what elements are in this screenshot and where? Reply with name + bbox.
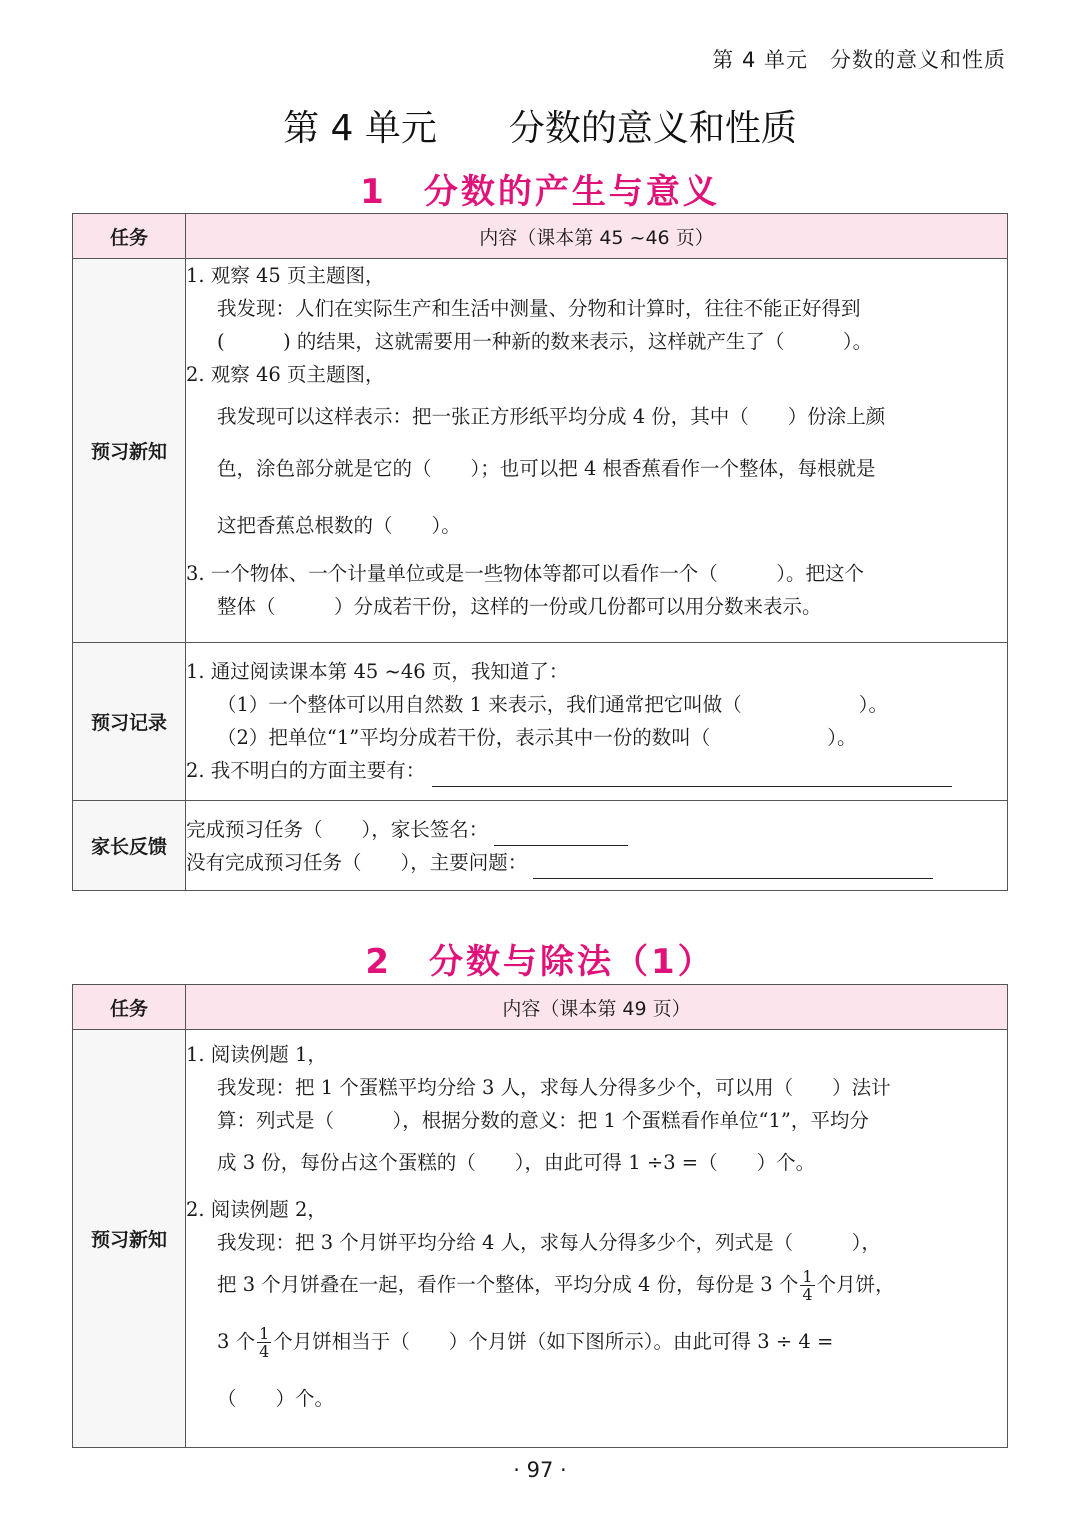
text-fragment: 个月饼， — [816, 1273, 895, 1296]
unit-title: 第 4 单元 分数的意义和性质 — [283, 108, 797, 149]
text-line: 1. 阅读例题 1， — [186, 1043, 327, 1066]
text-line — [186, 813, 1007, 846]
text-line: （ ）个。 — [217, 1387, 335, 1410]
text-fragment: 完成预习任务（ ），家长签名： — [186, 818, 489, 841]
table-header-row — [73, 985, 1008, 1030]
section-1-table — [72, 213, 1008, 891]
fraction-one-quarter — [257, 1325, 271, 1360]
header-task: 任务 — [73, 985, 186, 1030]
text-line: 我发现：人们在实际生产和生活中测量、分物和计算时，往往不能正好得到 — [217, 297, 861, 320]
text-line: 算：列式是（ ），根据分数的意义：把 1 个蛋糕看作单位“1”，平均分 — [217, 1109, 869, 1132]
parent-content — [186, 801, 1008, 891]
problem-blank[interactable] — [533, 856, 933, 879]
text-line: 3. 一个物体、一个计量单位或是一些物体等都可以看作一个（ ）。把这个 — [186, 562, 865, 585]
header-content: 内容（课本第 45 ~46 页） — [186, 214, 1008, 259]
running-header: 第 4 单元 分数的意义和性质 — [712, 48, 1006, 72]
fraction-one-quarter — [800, 1268, 814, 1303]
header-task: 任务 — [73, 214, 186, 259]
table-row — [73, 643, 1008, 801]
text-fragment: 没有完成预习任务（ ），主要问题： — [186, 851, 528, 874]
fraction-denominator: 4 — [802, 1285, 813, 1304]
fraction-numerator: 1 — [259, 1324, 270, 1343]
section-2-title: 2 分数与除法（1） — [365, 942, 715, 982]
header-content: 内容（课本第 49 页） — [186, 985, 1008, 1030]
text-line: 我发现：把 1 个蛋糕平均分给 3 人，求每人分得多少个，可以用（ ）法计 — [217, 1076, 891, 1099]
text-fragment: 2. 我不明白的方面主要有： — [186, 759, 426, 782]
text-line: 这把香蕉总根数的（ ）。 — [217, 514, 461, 537]
task-label-record: 预习记录 — [73, 643, 186, 801]
text-line: 2. 阅读例题 2， — [186, 1198, 327, 1221]
preview-content — [186, 259, 1008, 643]
text-fragment: 3 个 — [217, 1330, 256, 1353]
task-label-parent: 家长反馈 — [73, 801, 186, 891]
answer-blank[interactable] — [432, 764, 952, 787]
text-line: 1. 观察 45 页主题图， — [186, 264, 385, 287]
table-row — [73, 1030, 1008, 1448]
preview-content — [186, 1030, 1008, 1448]
section-2-table — [72, 984, 1008, 1448]
record-content — [186, 643, 1008, 801]
signature-blank[interactable] — [494, 823, 628, 846]
table-row — [73, 801, 1008, 891]
text-line: （1）一个整体可以用自然数 1 来表示，我们通常把它叫做（ ）。 — [217, 693, 888, 716]
text-line: 2. 观察 46 页主题图， — [186, 363, 385, 386]
text-line: 1. 通过阅读课本第 45 ~46 页，我知道了： — [186, 660, 569, 683]
text-line: 成 3 份，每份占这个蛋糕的（ ），由此可得 1 ÷3 =（ ）个。 — [217, 1151, 816, 1174]
text-line — [186, 754, 1007, 787]
text-fragment: 把 3 个月饼叠在一起，看作一个整体，平均分成 4 份，每份是 3 个 — [217, 1273, 799, 1296]
task-label-preview: 预习新知 — [73, 1030, 186, 1448]
page-number: · 97 · — [513, 1458, 567, 1482]
text-line — [186, 1259, 1007, 1311]
text-line: （2）把单位“1”平均分成若干份，表示其中一份的数叫（ ）。 — [217, 726, 857, 749]
text-line: ( ) 的结果，这就需要用一种新的数来表示，这样就产生了（ ）。 — [217, 330, 873, 353]
fraction-denominator: 4 — [259, 1342, 270, 1361]
text-line: 我发现可以这样表示：把一张正方形纸平均分成 4 份，其中（ ）份涂上颜 — [217, 405, 886, 428]
text-fragment: 个月饼相当于（ ）个月饼（如下图所示）。由此可得 3 ÷ 4 = — [273, 1330, 834, 1353]
table-row — [73, 259, 1008, 643]
table-header-row — [73, 214, 1008, 259]
task-label-preview: 预习新知 — [73, 259, 186, 643]
text-line: 色，涂色部分就是它的（ ）；也可以把 4 根香蕉看作一个整体，每根就是 — [217, 457, 876, 480]
text-line — [186, 846, 1007, 879]
fraction-numerator: 1 — [802, 1267, 813, 1286]
text-line — [186, 1311, 1007, 1373]
section-1-title: 1 分数的产生与意义 — [360, 172, 720, 212]
text-line: 整体（ ）分成若干份，这样的一份或几份都可以用分数来表示。 — [217, 595, 822, 618]
text-line: 我发现：把 3 个月饼平均分给 4 人，求每人分得多少个，列式是（ ）， — [217, 1231, 881, 1254]
